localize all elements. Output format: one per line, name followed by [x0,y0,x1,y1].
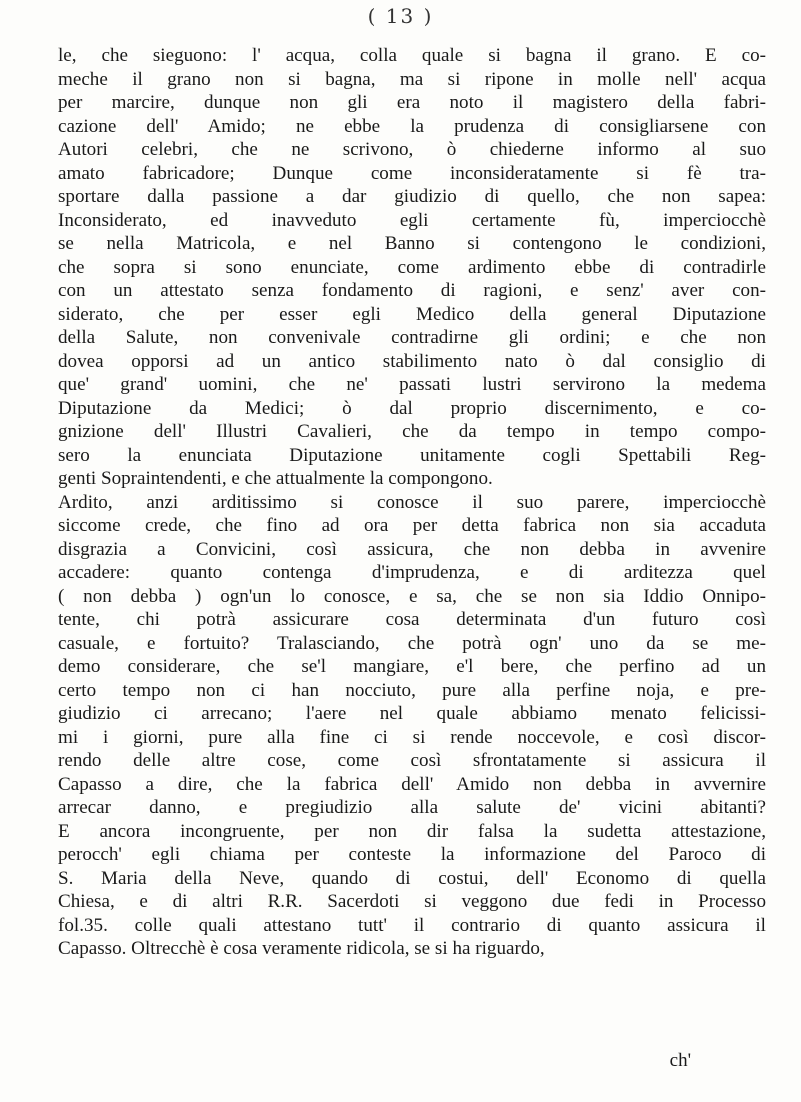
text-line: se nella Matricola, e nel Banno si contengono le condizioni, [58,233,766,254]
text-line: disgrazia a Convicini, così assicura, che non debba in avvenire [58,538,766,560]
text-line: sero la enunciata Diputazione unitamente cogli Spettabili Reg- [58,444,766,466]
text-line: casuale, e fortuito? Tralasciando, che potrà ogn' uno da se me- [58,632,766,654]
text-line: Chiesa, e di altri R.R. Sacerdoti si veggono due fedi in Processo [58,891,766,912]
text-line: fol.35. colle quali attestano tutt' il contrario di quanto assicura il [58,914,766,936]
text-line: Autori celebri, che ne scrivono, ò chiederne informo al suo [58,139,766,160]
text-line: Diputazione da Medici; ò dal proprio discernimento, e co- [58,397,766,419]
page-number: ( 13 ) [367,4,434,28]
text-line: genti Sopraintendenti, e che attualmente la compongono. [58,468,493,489]
text-line: le, che sieguono: l' acqua, colla quale si bagna il grano. E co- [58,45,766,66]
text-line: certo tempo non ci han nocciuto, pure alla perfine noja, e pre- [58,679,766,701]
text-line: gnizione dell' Illustri Cavalieri, che da tempo in tempo compo- [58,421,766,442]
text-line: meche il grano non si bagna, ma si ripone in molle nell' acqua [58,68,766,90]
text-line: que' grand' uomini, che ne' passati lustri servirono la medema [58,374,766,395]
text-line: per marcire, dunque non gli era noto il magistero della fabri- [58,92,766,113]
text-line: che sopra si sono enunciate, come ardimento ebbe di contradirle [58,256,766,278]
body-text [58,44,766,961]
text-line: rendo delle altre cose, come così sfrontatamente si assicura il [58,750,766,771]
text-line: Inconsiderato, ed inavveduto egli certamente fù, imperciocchè [58,209,766,231]
text-line: giudizio ci arrecano; l'aere nel quale abbiamo menato felicissi- [58,703,766,724]
text-line: mi i giorni, pure alla fine ci si rende noccevole, e così discor- [58,726,766,748]
catchword: ch' [669,1050,691,1071]
text-line: ( non debba ) ogn'un lo conosce, e sa, che se non sia Iddio Onnipo- [58,585,766,607]
text-line: E ancora incongruente, per non dir falsa la sudetta attestazione, [58,820,766,842]
text-line: accadere: quanto contenga d'imprudenza, e di arditezza quel [58,562,766,583]
text-line: siccome crede, che fino ad ora per detta fabrica non sia accaduta [58,515,766,536]
text-line: demo considerare, che se'l mangiare, e'l bere, che perfino ad un [58,656,766,677]
text-line: cazione dell' Amido; ne ebbe la prudenza di consigliarsene con [58,115,766,137]
text-line: siderato, che per esser egli Medico della general Diputazione [58,303,766,325]
text-line: con un attestato senza fondamento di ragioni, e senz' aver con- [58,280,766,301]
text-line: sportare dalla passione a dar giudizio di quello, che non sapea: [58,186,766,207]
text-line: della Salute, non convenivale contradirne gli ordini; e che non [58,327,766,348]
text-line: tente, chi potrà assicurare cosa determinata d'un futuro così [58,609,766,630]
text-line: arrecar danno, e pregiudizio alla salute de' vicini abitanti? [58,797,766,818]
text-line: perocch' egli chiama per conteste la informazione del Paroco di [58,844,766,865]
text-line: Ardito, anzi arditissimo si conosce il suo parere, imperciocchè [58,491,766,513]
text-line: dovea opporsi ad un antico stabilimento nato ò dal consiglio di [58,350,766,372]
text-line: S. Maria della Neve, quando di costui, dell' Economo di quella [58,867,766,889]
text-line: amato fabricadore; Dunque come inconsideratamente si fè tra- [58,162,766,184]
text-line: Capasso a dire, che la fabrica dell' Amido non debba in avvernire [58,773,766,795]
text-line: Capasso. Oltrecchè è cosa veramente ridicola, se si ha riguardo, [58,938,545,959]
